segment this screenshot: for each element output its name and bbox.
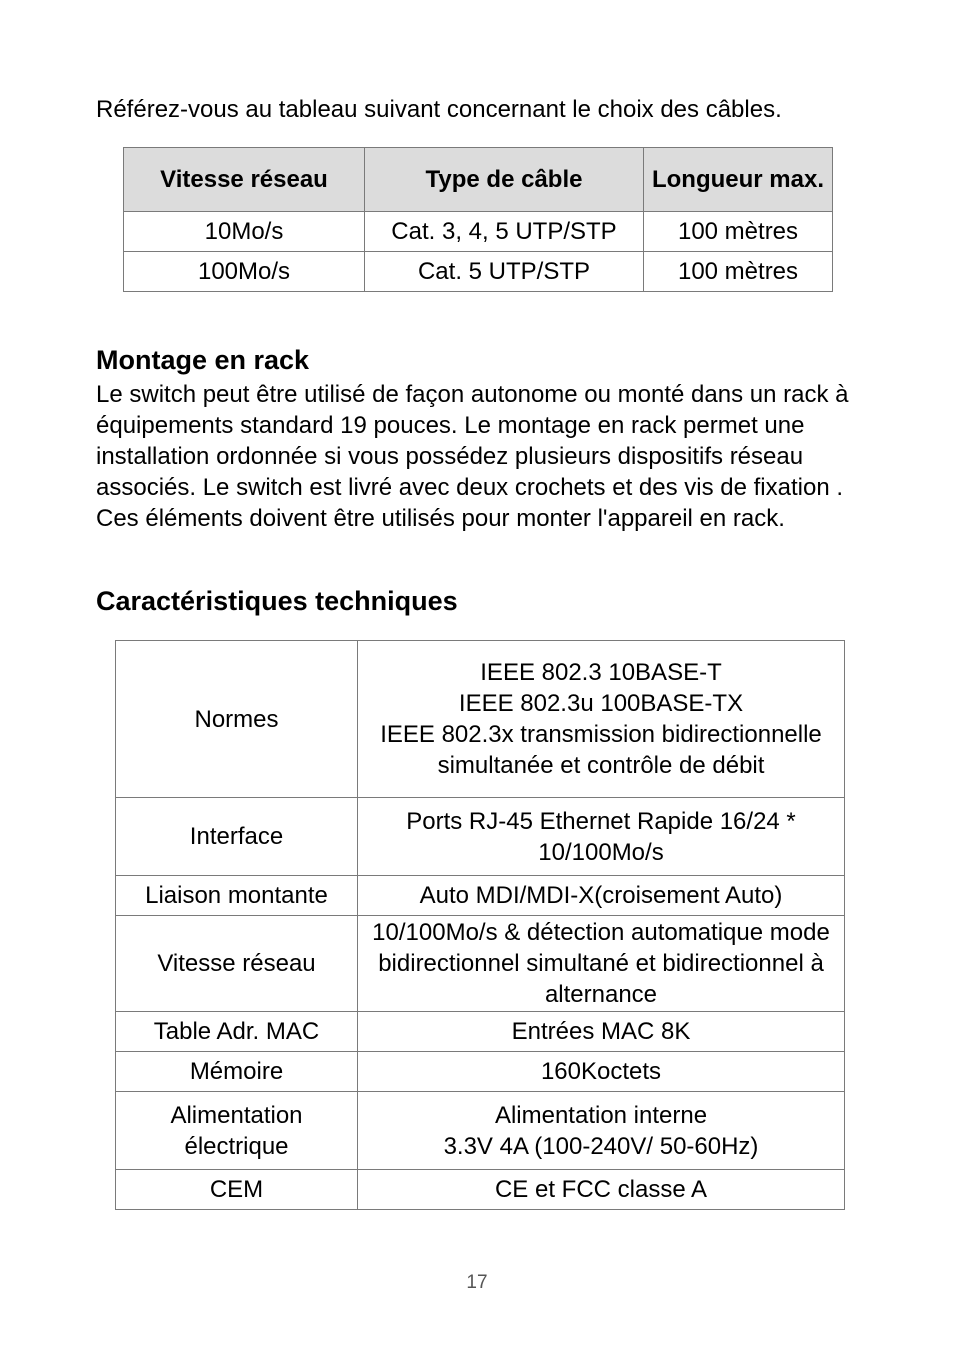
cable-cell-length: 100 mètres	[644, 212, 833, 252]
spec-label: Normes	[116, 641, 358, 798]
table-row	[116, 1052, 845, 1092]
cable-cell-speed: 10Mo/s	[124, 212, 365, 252]
table-row	[116, 641, 845, 798]
spec-value	[358, 876, 845, 916]
cable-cell-type: Cat. 3, 4, 5 UTP/STP	[365, 212, 644, 252]
spec-value-line: 10/100Mo/s & détection automatique mode bidirectionnel simultané et bidirectionnel à alternance	[372, 919, 830, 1008]
spec-value-line: IEEE 802.3 10BASE-T	[480, 659, 722, 686]
spec-value-line: IEEE 802.3x transmission bidirectionnelle simultanée et contrôle de débit	[380, 721, 822, 779]
cable-header-type: Type de câble	[365, 148, 644, 212]
table-row	[116, 1170, 845, 1210]
spec-value-line: 160Koctets	[540, 1058, 662, 1085]
cable-cell-speed: 100Mo/s	[124, 252, 365, 292]
cable-cell-length: 100 mètres	[644, 252, 833, 292]
spec-label: CEM	[116, 1170, 358, 1210]
spec-value	[358, 1052, 845, 1092]
specs-section-title: Caractéristiques techniques	[96, 586, 458, 616]
spec-value-line: Ports RJ-45 Ethernet Rapide 16/24 * 10/100Mo/s	[406, 807, 796, 866]
table-row	[116, 1012, 845, 1052]
table-row	[116, 1092, 845, 1170]
cable-cell-type: Cat. 5 UTP/STP	[365, 252, 644, 292]
rack-paragraph: Le switch peut être utilisé de façon autonome ou monté dans un rack à équipements standard 19 pouces. Le montage en rack permet une installation ordonnée si vous possédez plusieurs dispositifs réseau associés. Le switch est livré avec deux crochets et des vis de fixation . Ces éléments doivent être utilisés pour monter l'appareil en rack.	[96, 381, 849, 532]
rack-section-title: Montage en rack	[96, 345, 310, 375]
spec-label: Alimentation électrique	[116, 1092, 358, 1170]
table-row	[124, 212, 833, 252]
spec-label: Vitesse réseau	[116, 916, 358, 1012]
intro-text: Référez-vous au tableau suivant concernant le choix des câbles.	[96, 96, 782, 123]
table-row	[116, 798, 845, 876]
spec-value-line: IEEE 802.3u 100BASE-TX	[458, 690, 744, 717]
spec-value-line: Entrées MAC 8K	[511, 1018, 691, 1045]
specs-table	[115, 640, 845, 1210]
page-number: 17	[466, 1272, 488, 1293]
spec-label: Table Adr. MAC	[116, 1012, 358, 1052]
spec-value-line: 3.3V 4A (100-240V/ 50-60Hz)	[443, 1132, 759, 1160]
cable-header-length: Longueur max.	[644, 148, 833, 212]
spec-label: Mémoire	[116, 1052, 358, 1092]
spec-value	[358, 1012, 845, 1052]
spec-value	[358, 1092, 845, 1170]
spec-value	[358, 916, 845, 1012]
spec-value-line: Alimentation interne	[494, 1101, 708, 1129]
cable-table-header-row	[124, 148, 833, 212]
spec-label: Interface	[116, 798, 358, 876]
spec-value-line: CE et FCC classe A	[494, 1176, 708, 1203]
spec-label: Liaison montante	[116, 876, 358, 916]
table-row	[116, 876, 845, 916]
table-row	[124, 252, 833, 292]
cable-header-speed: Vitesse réseau	[124, 148, 365, 212]
spec-value	[358, 1170, 845, 1210]
spec-value	[358, 641, 845, 798]
cable-table	[123, 147, 833, 292]
table-row	[116, 916, 845, 1012]
spec-value	[358, 798, 845, 876]
spec-value-line: Auto MDI/MDI-X(croisement Auto)	[419, 882, 783, 909]
